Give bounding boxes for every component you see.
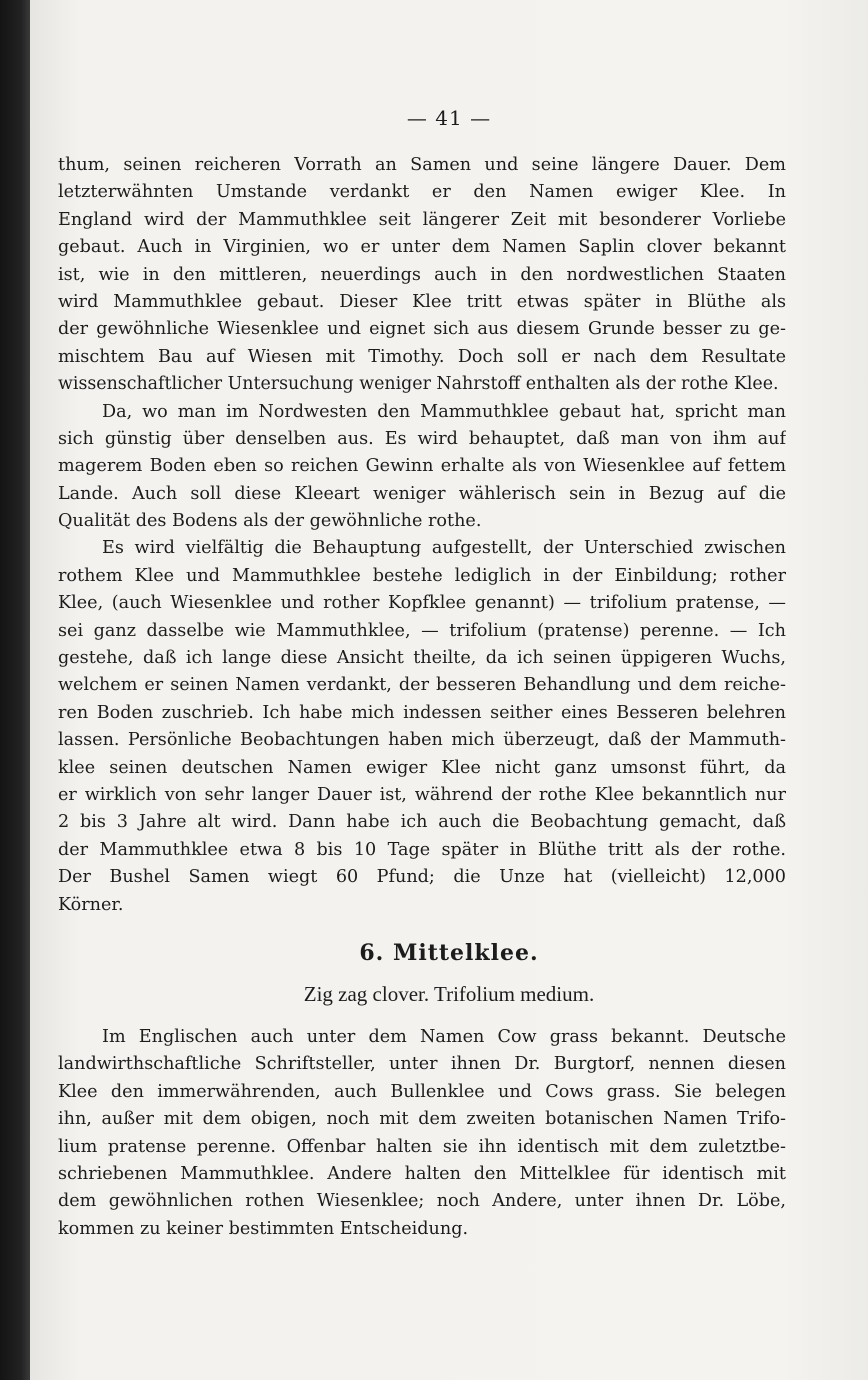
book-page xyxy=(30,0,868,1380)
text-line: schriebenen Mammuthklee. Andere halten den Mittelklee für identisch mit xyxy=(58,1163,786,1184)
text-line: mischtem Bau auf Wiesen mit Timothy. Doch soll er nach dem Resultate xyxy=(58,346,786,367)
section-text xyxy=(58,1024,786,1243)
text-line: Qualität des Bodens als der gewöhnliche rothe. xyxy=(58,511,482,532)
page-number: — 41 — xyxy=(406,106,492,130)
text-line: Körner. xyxy=(58,894,124,915)
text-line: thum, seinen reicheren Vorrath an Samen und seine längere Dauer. Dem xyxy=(58,155,786,175)
section-heading: 6. Mittelklee. xyxy=(359,940,539,966)
body-text xyxy=(58,152,786,919)
text-line: magerem Boden eben so reichen Gewinn erhalte als von Wiesenklee auf fettem xyxy=(58,456,786,477)
text-line: Klee den immerwährenden, auch Bullenklee und Cows grass. Sie belegen xyxy=(58,1081,786,1102)
text-line: lium pratense perenne. Offenbar halten sie ihn identisch mit dem zuletztbe- xyxy=(58,1136,786,1157)
text-line: landwirthschaftliche Schriftsteller, unter ihnen Dr. Burgtorf, nennen diesen xyxy=(58,1054,786,1075)
section-subtitle: Zig zag clover. Trifolium medium. xyxy=(303,982,595,1006)
text-line: der Mammuthklee etwa 8 bis 10 Tage später in Blüthe tritt als der rothe. xyxy=(58,839,786,860)
text-line: wissenschaftlicher Untersuchung weniger Nahrstoff enthalten als der rothe Klee. xyxy=(58,374,779,395)
text-line: klee seinen deutschen Namen ewiger Klee nicht ganz umsonst führt, da xyxy=(58,757,786,778)
text-line: 2 bis 3 Jahre alt wird. Dann habe ich auch die Beobachtung gemacht, daß xyxy=(58,812,786,833)
text-line: sei ganz dasselbe wie Mammuthklee, — trifolium (pratense) perenne. — Ich xyxy=(58,620,786,641)
text-line: ihn, außer mit dem obigen, noch mit dem zweiten botanischen Namen Trifo- xyxy=(58,1109,786,1130)
text-line: Klee, (auch Wiesenklee und rother Kopfklee genannt) — trifolium pratense, — xyxy=(58,593,786,614)
book-spine-shadow xyxy=(0,0,30,1380)
text-line: welchem er seinen Namen verdankt, der besseren Behandlung und dem reiche- xyxy=(58,675,786,696)
text-line: rothem Klee und Mammuthklee bestehe lediglich in der Einbildung; rother xyxy=(58,565,786,586)
text-line: gebaut. Auch in Virginien, wo er unter dem Namen Saplin clover bekannt xyxy=(58,237,786,258)
text-line: Da, wo man im Nordwesten den Mammuthklee gebaut hat, spricht man xyxy=(102,401,786,422)
text-line: dem gewöhnlichen rothen Wiesenklee; noch Andere, unter ihnen Dr. Löbe, xyxy=(58,1191,786,1212)
text-line: Der Bushel Samen wiegt 60 Pfund; die Unze hat (vielleicht) 12,000 xyxy=(58,867,786,888)
text-line: Lande. Auch soll diese Kleeart weniger wählerisch sein in Bezug auf die xyxy=(58,483,786,504)
text-line: ren Boden zuschrieb. Ich habe mich indessen seither eines Besseren belehren xyxy=(58,702,786,723)
text-line: sich günstig über denselben aus. Es wird behauptet, daß man von ihm auf xyxy=(58,428,786,449)
text-line: wird Mammuthklee gebaut. Dieser Klee tritt etwas später in Blüthe als xyxy=(58,291,786,312)
text-line: lassen. Persönliche Beobachtungen haben mich überzeugt, daß der Mammuth- xyxy=(58,730,786,751)
text-line: Im Englischen auch unter dem Namen Cow grass bekannt. Deutsche xyxy=(102,1027,786,1047)
text-line: ist, wie in den mittleren, neuerdings auch in den nordwestlichen Staaten xyxy=(58,264,786,285)
text-line: kommen zu keiner bestimmten Entscheidung. xyxy=(58,1218,469,1239)
text-line: letzterwähnten Umstande verdankt er den Namen ewiger Klee. In xyxy=(58,182,786,203)
text-line: der gewöhnliche Wiesenklee und eignet sich aus diesem Grunde besser zu ge- xyxy=(58,319,786,340)
text-line: er wirklich von sehr langer Dauer ist, während der rothe Klee bekanntlich nur xyxy=(58,784,786,805)
text-line: England wird der Mammuthklee seit längerer Zeit mit besonderer Vorliebe xyxy=(58,209,786,230)
text-line: Es wird vielfältig die Behauptung aufgestellt, der Unterschied zwischen xyxy=(102,538,786,559)
text-line: gestehe, daß ich lange diese Ansicht theilte, da ich seinen üppigeren Wuchs, xyxy=(58,648,786,669)
